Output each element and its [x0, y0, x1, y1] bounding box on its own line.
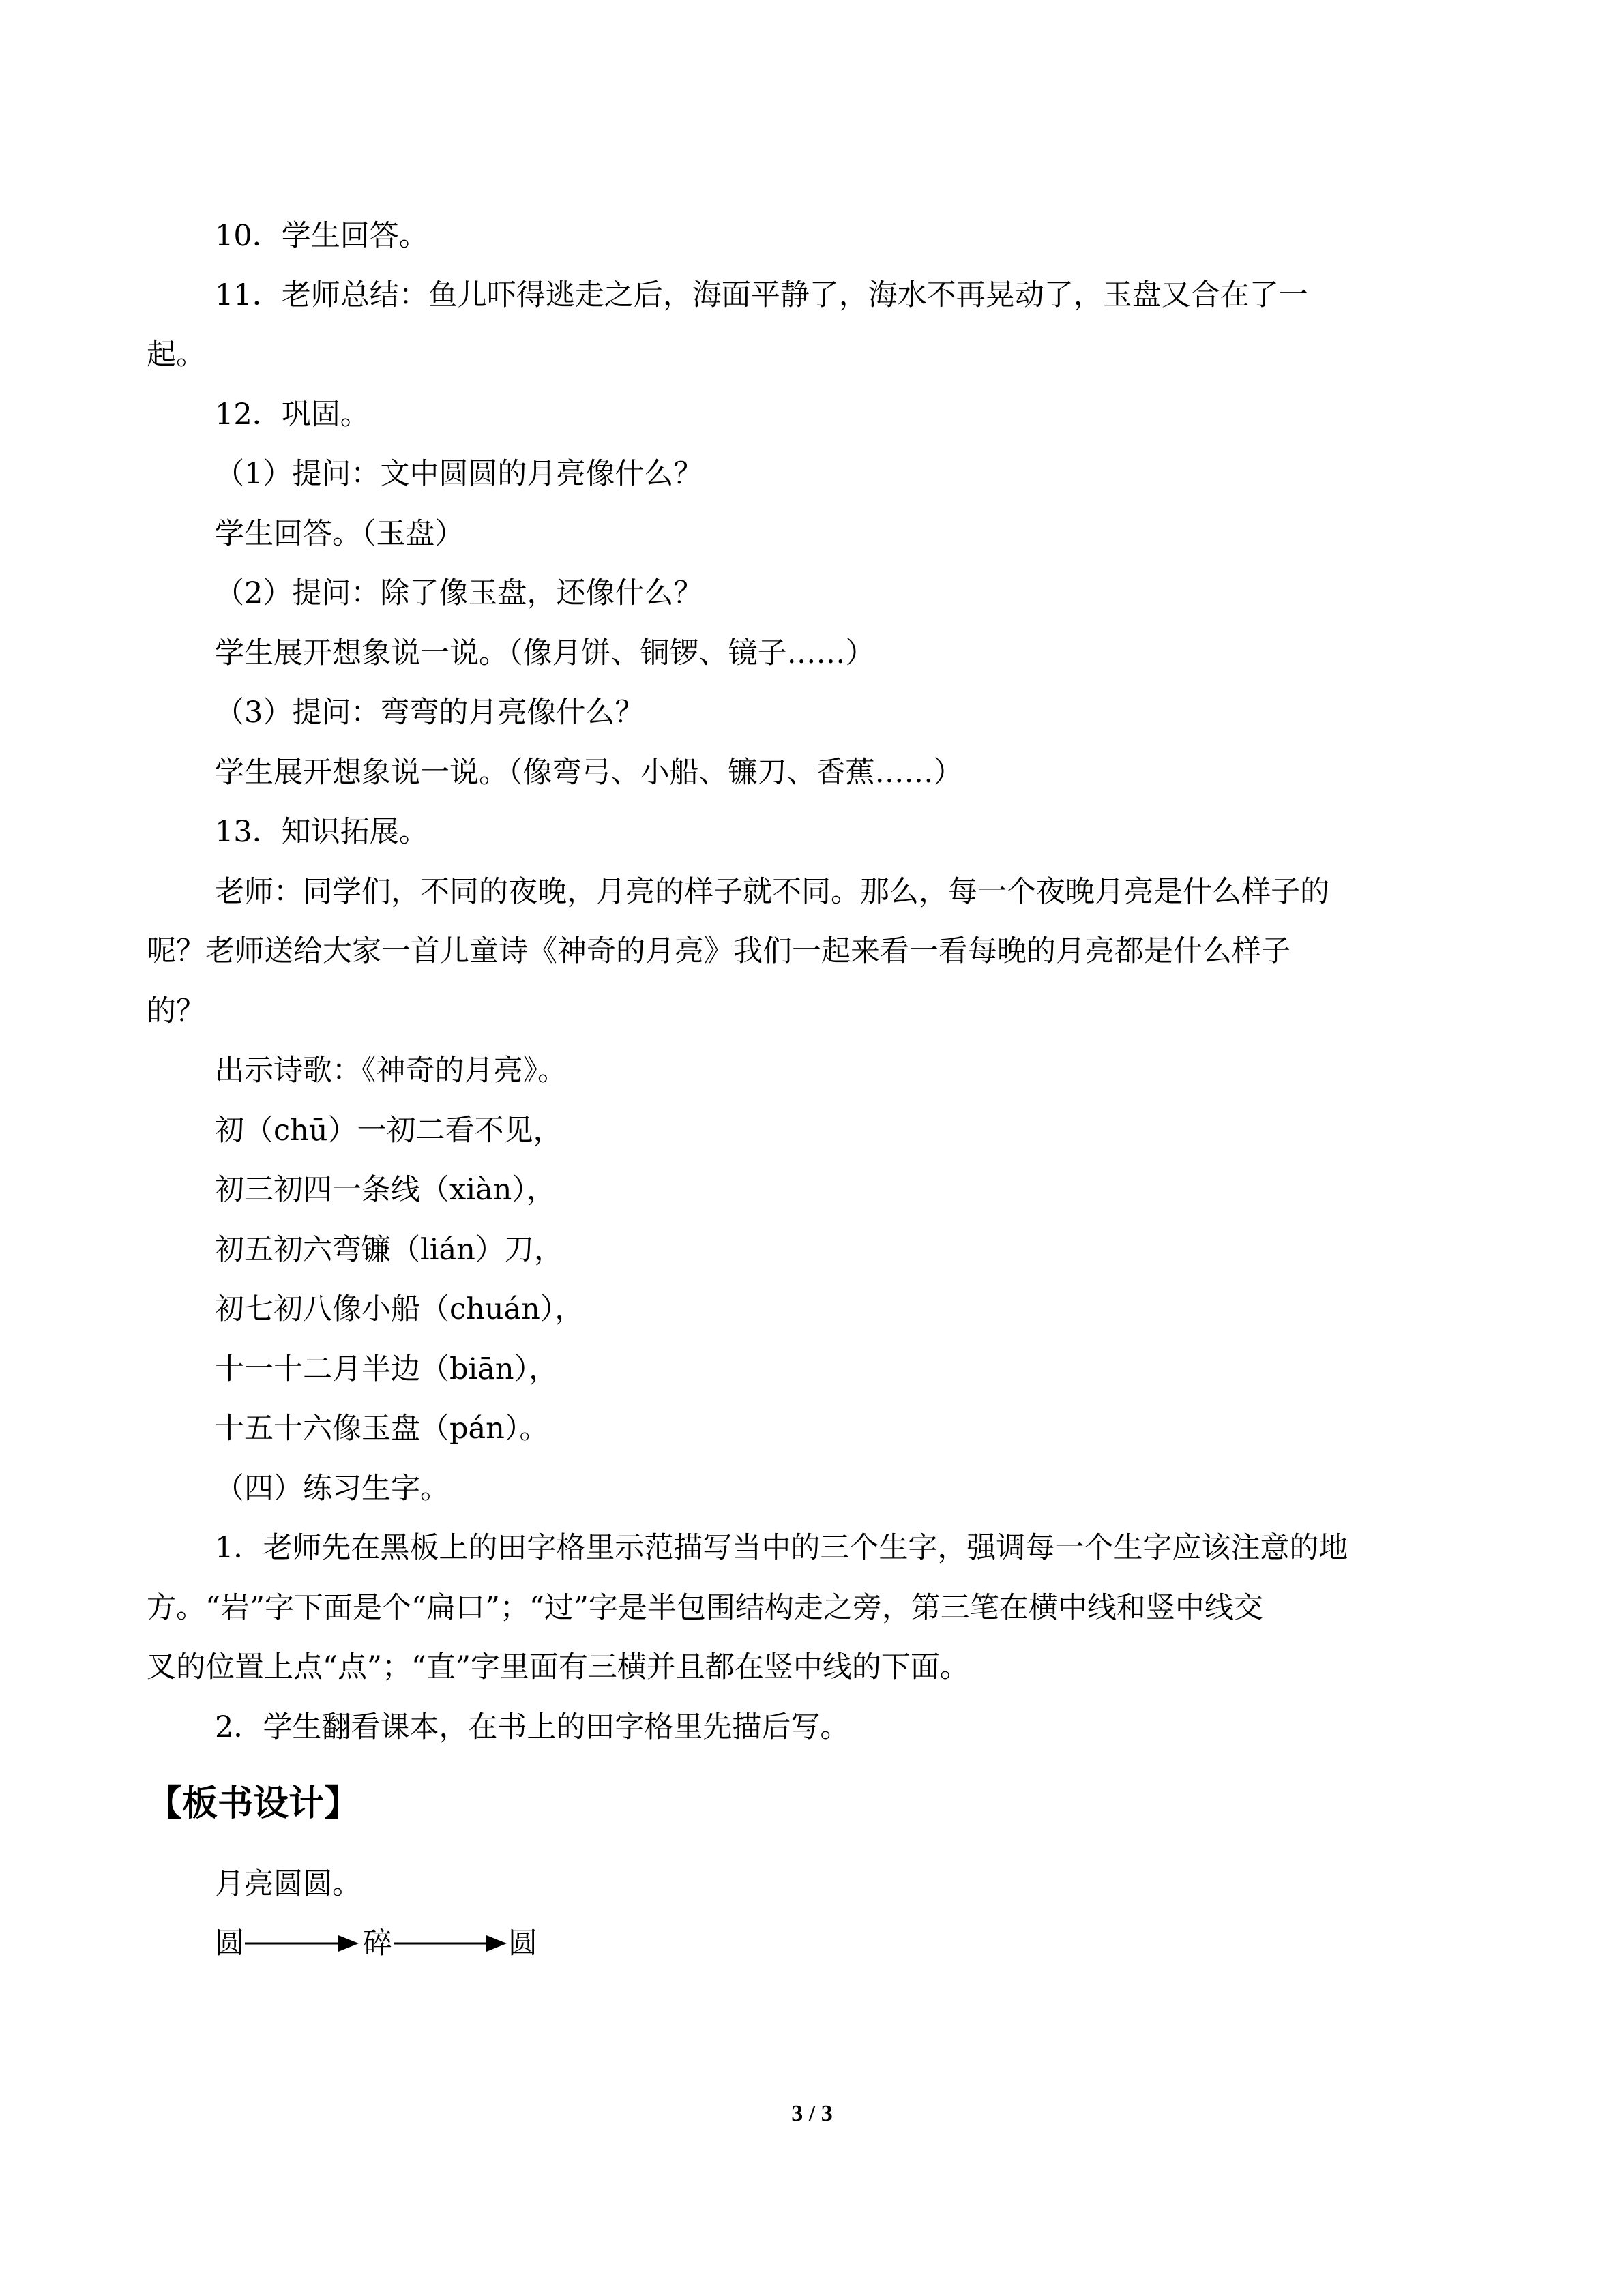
- paragraph-line: 13．知识拓展。: [215, 815, 428, 849]
- poem-line: 十一十二月半边（biān），: [215, 1352, 559, 1386]
- paragraph-line: 12．巩固。: [215, 398, 370, 432]
- paragraph-line: 呢？老师送给大家一首儿童诗《神奇的月亮》我们一起来看一看每晚的月亮都是什么样子: [147, 934, 1290, 968]
- paragraph-line: 学生回答。（玉盘）: [215, 517, 464, 551]
- paragraph-line: 学生展开想象说一说。（像月饼、铜锣、镜子……）: [215, 636, 875, 670]
- paragraph-line: 学生展开想象说一说。（像弯弓、小船、镰刀、香蕉……）: [215, 756, 963, 790]
- paragraph-line: （1）提问：文中圆圆的月亮像什么？: [215, 457, 703, 491]
- flow-node: 圆: [215, 1926, 244, 1960]
- paragraph-line: （四）练习生字。: [215, 1472, 449, 1506]
- paragraph-line: 起。: [147, 338, 205, 372]
- paragraph-line: 出示诗歌：《神奇的月亮》。: [215, 1054, 567, 1088]
- paragraph-line: （3）提问：弯弯的月亮像什么？: [215, 696, 645, 730]
- paragraph-line: 10．学生回答。: [215, 219, 428, 253]
- flow-node: 圆: [508, 1926, 537, 1960]
- poem-line: 初（chū）一初二看不见，: [215, 1114, 563, 1148]
- paragraph-line: 1．老师先在黑板上的田字格里示范描写当中的三个生字，强调每一个生字应该注意的地: [215, 1531, 1348, 1565]
- flow-node: 碎: [363, 1926, 392, 1960]
- flow-arrows: [215, 1923, 624, 1964]
- poem-line: 十五十六像玉盘（pán）。: [215, 1412, 549, 1446]
- paragraph-line: 老师：同学们，不同的夜晚，月亮的样子就不同。那么，每一个夜晚月亮是什么样子的: [215, 875, 1329, 909]
- board-flow-diagram: [215, 1923, 624, 1964]
- board-title: 月亮圆圆。: [215, 1867, 361, 1901]
- page-number: 3 / 3: [791, 2101, 833, 2126]
- paragraph-line: 11．老师总结：鱼儿吓得逃走之后，海面平静了，海水不再晃动了，玉盘又合在了一: [215, 278, 1308, 312]
- paragraph-line: 的？: [147, 994, 205, 1028]
- poem-line: 初五初六弯镰（lián）刀，: [215, 1233, 563, 1267]
- section-heading: 【板书设计】: [147, 1783, 360, 1824]
- poem-line: 初七初八像小船（chuán），: [215, 1292, 585, 1326]
- paragraph-line: 2．学生翻看课本，在书上的田字格里先描后写。: [215, 1710, 850, 1744]
- poem-line: 初三初四一条线（xiàn），: [215, 1173, 556, 1207]
- paragraph-line: 叉的位置上点“点”；“直”字里面有三横并且都在竖中线的下面。: [147, 1650, 969, 1684]
- paragraph-line: （2）提问：除了像玉盘，还像什么？: [215, 576, 703, 610]
- paragraph-line: 方。“岩”字下面是个“扁口”；“过”字是半包围结构走之旁，第三笔在横中线和竖中线交: [147, 1591, 1263, 1625]
